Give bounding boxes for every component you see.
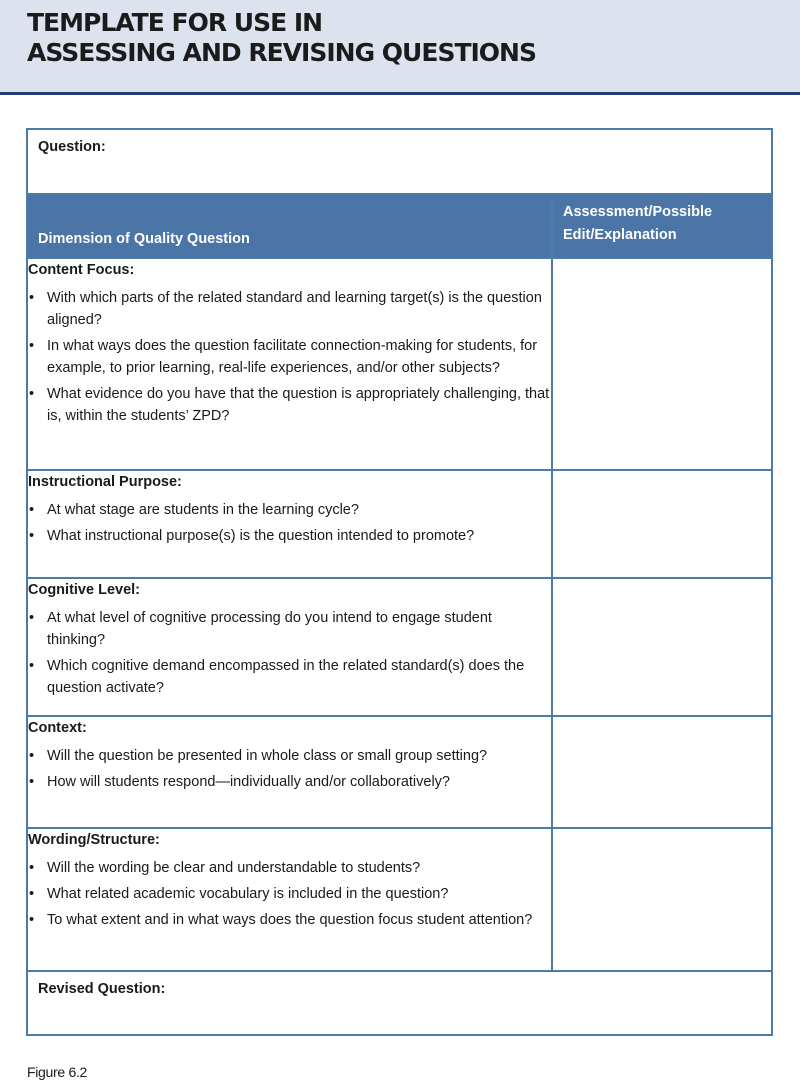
section-title: Instructional Purpose: <box>28 474 182 490</box>
section-title: Content Focus: <box>28 262 135 278</box>
assessment-cell[interactable] <box>552 828 772 971</box>
assessment-column-header <box>552 194 772 258</box>
question-label: Question: <box>27 129 772 194</box>
list-item: • Will the wording be clear and understandable to students? <box>28 857 551 879</box>
assessment-column-header-line-1: Assessment/Possible <box>563 204 713 220</box>
header-band <box>0 0 800 95</box>
page-title-line-1: TEMPLATE FOR USE IN <box>27 8 323 37</box>
page-title <box>27 8 536 68</box>
list-item: • What instructional purpose(s) is the question intended to promote? <box>28 525 551 547</box>
revised-question-label: Revised Question: <box>27 971 772 1035</box>
dimension-cell <box>27 828 552 971</box>
list-item: • What evidence do you have that the question is appropriately challenging, that is, within the students’ ZPD? <box>28 383 551 427</box>
list-item: • To what extent and in what ways does the question focus student attention? <box>28 909 551 931</box>
assessment-cell[interactable] <box>552 258 772 470</box>
page-title-line-2: ASSESSING AND REVISING QUESTIONS <box>27 38 536 67</box>
list-item: • Which cognitive demand encompassed in the related standard(s) does the question activate? <box>28 655 551 699</box>
bullet-list <box>28 499 551 547</box>
figure-caption: Figure 6.2 <box>27 1064 88 1080</box>
list-item: • With which parts of the related standard and learning target(s) is the question aligned? <box>28 287 551 331</box>
table-row-instructional-purpose <box>27 470 772 578</box>
table-row-content-focus <box>27 258 772 470</box>
list-item: • Will the question be presented in whole class or small group setting? <box>28 745 551 767</box>
section-title: Wording/Structure: <box>28 832 160 848</box>
revised-question-row <box>27 971 772 1035</box>
list-item: • At what level of cognitive processing do you intend to engage student thinking? <box>28 607 551 651</box>
section-title: Cognitive Level: <box>28 582 140 598</box>
table-row-context <box>27 716 772 828</box>
assessment-cell[interactable] <box>552 578 772 716</box>
dimension-cell <box>27 470 552 578</box>
table-row-cognitive-level <box>27 578 772 716</box>
bullet-list <box>28 607 551 699</box>
table-header-row <box>27 194 772 258</box>
list-item: • In what ways does the question facilitate connection-making for students, for example, to prior learning, real-life experiences, and/or other subjects? <box>28 335 551 379</box>
bullet-list <box>28 745 551 793</box>
assessment-cell[interactable] <box>552 716 772 828</box>
dimension-column-header: Dimension of Quality Question <box>27 194 552 258</box>
list-item: • How will students respond—individually and/or collaboratively? <box>28 771 551 793</box>
dimension-cell <box>27 578 552 716</box>
dimension-cell <box>27 258 552 470</box>
dimension-cell <box>27 716 552 828</box>
bullet-list <box>28 287 551 427</box>
table-row-wording-structure <box>27 828 772 971</box>
assessment-cell[interactable] <box>552 470 772 578</box>
assessment-column-header-line-2: Edit/Explanation <box>563 227 677 243</box>
list-item: • What related academic vocabulary is included in the question? <box>28 883 551 905</box>
assessment-template-table <box>26 128 773 1036</box>
list-item: • At what stage are students in the learning cycle? <box>28 499 551 521</box>
bullet-list <box>28 857 551 931</box>
section-title: Context: <box>28 720 87 736</box>
question-row <box>27 129 772 194</box>
